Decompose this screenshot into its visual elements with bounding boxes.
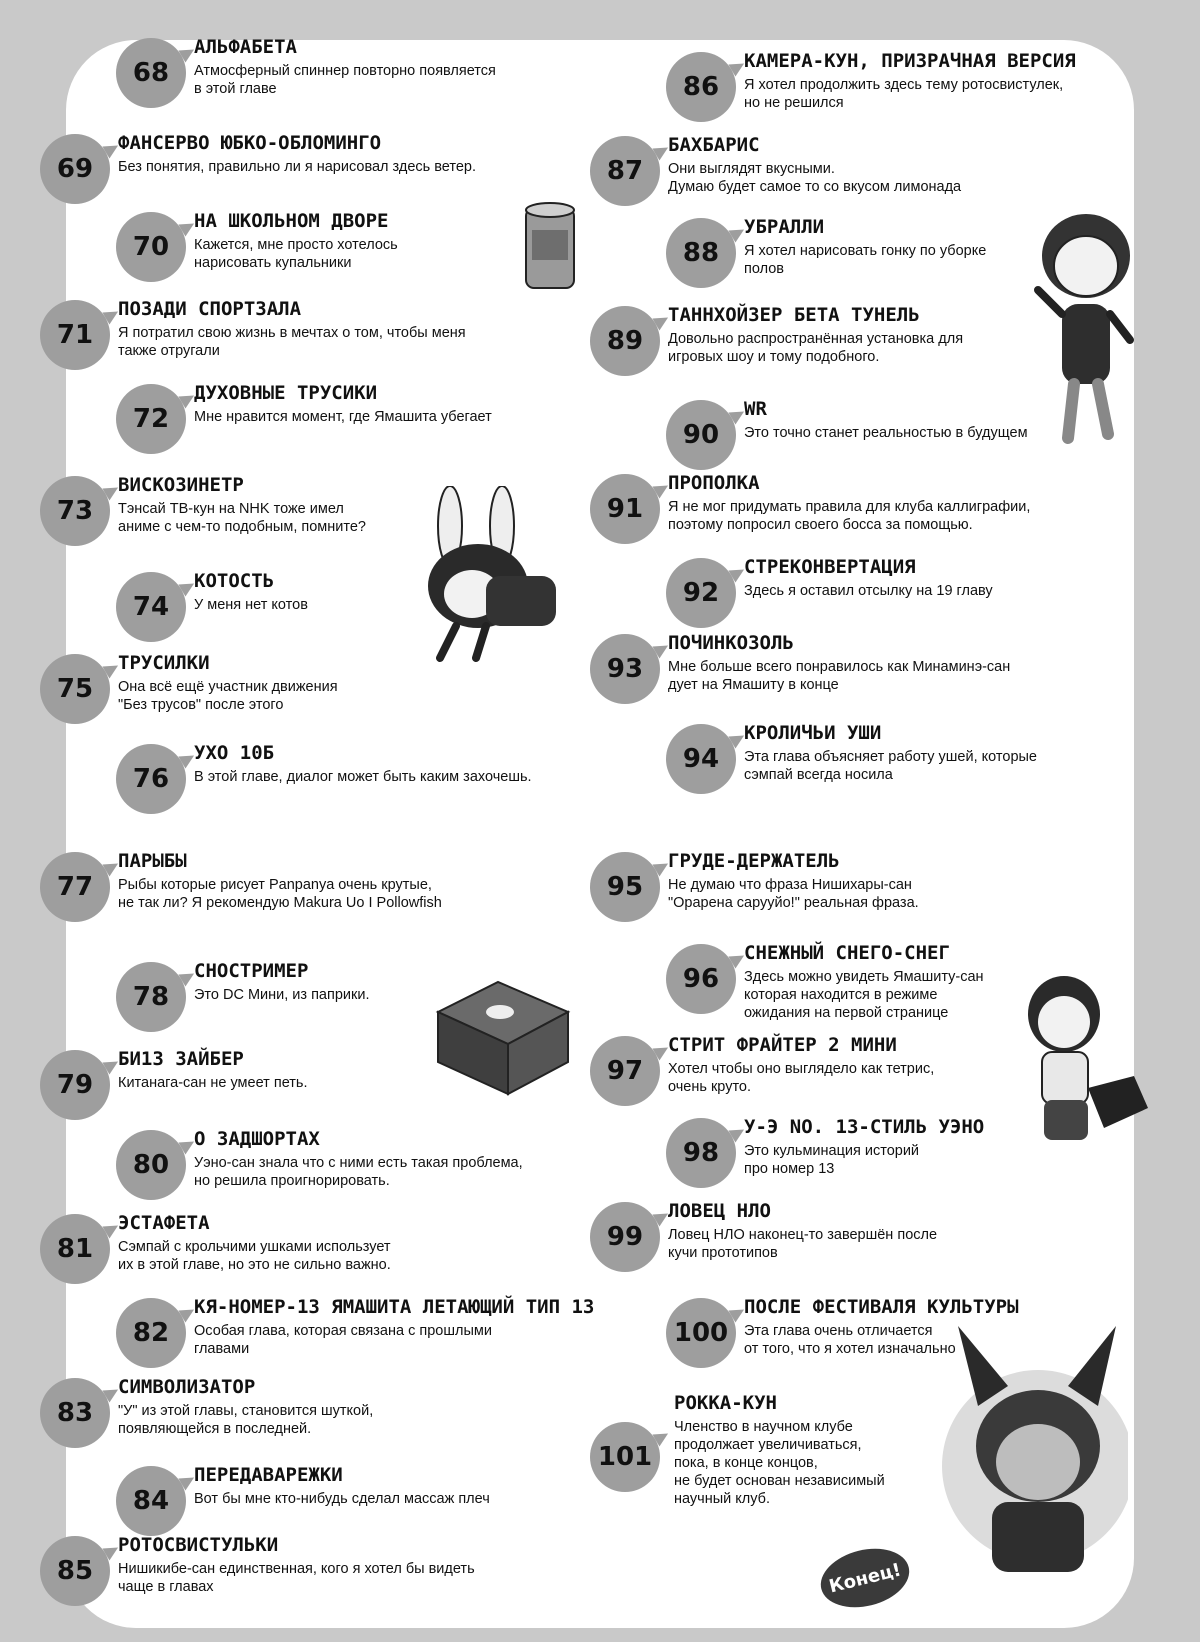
chapter-number: 76 xyxy=(116,744,186,814)
chapter-title: НА ШКОЛЬНОМ ДВОРЕ xyxy=(194,210,389,232)
chapter-number: 78 xyxy=(116,962,186,1032)
chapter-comment: Сэмпай с крольчими ушками использует их в этой главе, но это не сильно важно. xyxy=(118,1239,391,1273)
chapter-comment: Хотел чтобы оно выглядело как тетрис, очень круто. xyxy=(668,1061,935,1095)
chapter-number: 89 xyxy=(590,306,660,376)
chapter-title: ПОСЛЕ ФЕСТИВАЛЯ КУЛЬТУРЫ xyxy=(744,1296,1019,1318)
boy-with-box-illustration xyxy=(1014,968,1154,1168)
chapter-number: 98 xyxy=(666,1118,736,1188)
chapter-number: 81 xyxy=(40,1214,110,1284)
chapter-comment: Это кульминация историй про номер 13 xyxy=(744,1143,920,1177)
chapter-comment: Я хотел нарисовать гонку по уборке полов xyxy=(744,243,987,277)
chapter-title: ПОЧИНКОЗОЛЬ xyxy=(668,632,794,654)
chapter-comment: Это DC Мини, из паприки. xyxy=(194,987,370,1003)
chapter-number: 73 xyxy=(40,476,110,546)
chapter-number: 82 xyxy=(116,1298,186,1368)
chapter-title: БИ13 ЗАЙБЕР xyxy=(118,1048,244,1070)
chapter-number: 68 xyxy=(116,38,186,108)
entry-99 xyxy=(590,1202,1110,1294)
chapter-number: 74 xyxy=(116,572,186,642)
chapter-comment: Это точно станет реальностью в будущем xyxy=(744,425,1028,441)
chapter-title: ВИСКОЗИНЕТР xyxy=(118,474,244,496)
entry-71 xyxy=(40,300,560,392)
chapter-title: ПРОПОЛКА xyxy=(668,472,760,494)
chapter-title: ТАННХОЙЗЕР БЕТА ТУНЕЛЬ xyxy=(668,304,920,326)
entry-76 xyxy=(116,744,636,836)
chapter-number: 93 xyxy=(590,634,660,704)
chapter-comment: Особая глава, которая связана с прошлыми главами xyxy=(194,1323,492,1357)
swimsuit-girl-illustration xyxy=(1026,208,1146,446)
chapter-number: 97 xyxy=(590,1036,660,1106)
chapter-title: БАХБАРИС xyxy=(668,134,760,156)
box-illustration xyxy=(428,972,578,1102)
chapter-number: 88 xyxy=(666,218,736,288)
chapter-comment: Кажется, мне просто хотелось нарисовать купальники xyxy=(194,237,398,271)
entry-68 xyxy=(116,38,636,130)
chapter-number: 91 xyxy=(590,474,660,544)
entry-80 xyxy=(116,1130,636,1222)
chapter-title: ЭСТАФЕТА xyxy=(118,1212,210,1234)
chapter-number: 80 xyxy=(116,1130,186,1200)
chapter-comment: Рыбы которые рисует Panpanya очень крутые, не так ли? Я рекомендую Makura Uo I Pollowfish xyxy=(118,877,442,911)
chapter-title: КАМЕРА-КУН, ПРИЗРАЧНАЯ ВЕРСИЯ xyxy=(744,50,1076,72)
end-speech-bubble: Конец! xyxy=(815,1540,916,1616)
horned-girl-illustration xyxy=(938,1326,1128,1576)
entry-77 xyxy=(40,852,560,944)
chapter-number: 99 xyxy=(590,1202,660,1272)
chapter-title: КРОЛИЧЬИ УШИ xyxy=(744,722,882,744)
chapter-number: 71 xyxy=(40,300,110,370)
chapter-comment: Нишикибе-сан единственная, кого я хотел бы видеть чаще в главах xyxy=(118,1561,475,1595)
chapter-comment: Тэнсай ТВ-кун на NHK тоже имел аниме с чем-то подобным, помните? xyxy=(118,501,366,535)
chapter-comment: Она всё ещё участник движения "Без трусов" после этого xyxy=(118,679,338,713)
chapter-title: УБРАЛЛИ xyxy=(744,216,825,238)
chapter-comment: Без понятия, правильно ли я нарисовал здесь ветер. xyxy=(118,159,476,175)
chapter-title: WR xyxy=(744,398,767,420)
chapter-comment: Вот бы мне кто-нибудь сделал массаж плеч xyxy=(194,1491,490,1507)
chapter-title: ФАНСЕРВО ЮБКО-ОБЛОМИНГО xyxy=(118,132,382,154)
chapter-comment: "У" из этой главы, становится шуткой, появляющейся в последней. xyxy=(118,1403,374,1437)
chapter-title: СНОСТРИМЕР xyxy=(194,960,309,982)
chapter-title: У-Э NO. 13-СТИЛЬ УЭНО xyxy=(744,1116,985,1138)
entry-81 xyxy=(40,1214,560,1306)
chapter-number: 86 xyxy=(666,52,736,122)
bunny-ear-girl-illustration xyxy=(416,486,566,666)
chapter-title: СНЕЖНЫЙ СНЕГО-СНЕГ xyxy=(744,942,950,964)
chapter-comment: Мне больше всего понравилось как Минаминэ-сан дует на Ямашиту в конце xyxy=(668,659,1011,693)
chapter-comment: В этой главе, диалог может быть каким захочешь. xyxy=(194,769,532,785)
chapter-comment: Я не мог придумать правила для клуба каллиграфии, поэтому попросил своего босса за помощью. xyxy=(668,499,1031,533)
chapter-number: 90 xyxy=(666,400,736,470)
chapter-title: О ЗАДШОРТАХ xyxy=(194,1128,320,1150)
can-illustration xyxy=(520,200,580,292)
chapter-number: 96 xyxy=(666,944,736,1014)
chapter-comment: Уэно-сан знала что с ними есть такая проблема, но решила проигнорировать. xyxy=(194,1155,523,1189)
chapter-title: ДУХОВНЫЕ ТРУСИКИ xyxy=(194,382,378,404)
chapter-title: РОККА-КУН xyxy=(674,1392,777,1414)
chapter-title: ГРУДЕ-ДЕРЖАТЕЛЬ xyxy=(668,850,840,872)
entry-95 xyxy=(590,852,1110,944)
chapter-number: 95 xyxy=(590,852,660,922)
chapter-number: 79 xyxy=(40,1050,110,1120)
chapter-comment: Эта глава очень отличается от того, что я хотел изначально xyxy=(744,1323,956,1357)
chapter-title: СТРЕКОНВЕРТАЦИЯ xyxy=(744,556,916,578)
chapter-number: 75 xyxy=(40,654,110,724)
chapter-comment: Я потратил свою жизнь в мечтах о том, чтобы меня также отругали xyxy=(118,325,466,359)
entry-72 xyxy=(116,384,636,476)
chapter-title: ПОЗАДИ СПОРТЗАЛА xyxy=(118,298,302,320)
chapter-comment: Здесь можно увидеть Ямашиту-сан которая находится в режиме ожидания на первой странице xyxy=(744,969,984,1021)
chapter-comment: Здесь я оставил отсылку на 19 главу xyxy=(744,583,993,599)
chapter-number: 87 xyxy=(590,136,660,206)
chapter-comment: Китанага-сан не умеет петь. xyxy=(118,1075,308,1091)
entry-83 xyxy=(40,1378,560,1470)
entry-93 xyxy=(590,634,1110,726)
entry-85 xyxy=(40,1536,560,1628)
chapter-comment: Они выглядят вкусными. Думаю будет самое то со вкусом лимонада xyxy=(668,161,962,195)
chapter-comment: Эта глава объясняет работу ушей, которые сэмпай всегда носила xyxy=(744,749,1037,783)
chapter-comment: Мне нравится момент, где Ямашита убегает xyxy=(194,409,492,425)
entry-94 xyxy=(666,724,1186,816)
chapter-title: КОТОСТЬ xyxy=(194,570,275,592)
chapter-comment: Довольно распространённая установка для игровых шоу и тому подобного. xyxy=(668,331,964,365)
chapter-number: 84 xyxy=(116,1466,186,1536)
chapter-number: 101 xyxy=(590,1422,660,1492)
chapter-title: ПЕРЕДАВАРЕЖКИ xyxy=(194,1464,343,1486)
chapter-comment: У меня нет котов xyxy=(194,597,308,613)
entry-91 xyxy=(590,474,1110,566)
chapter-title: КЯ-НОМЕР-13 ЯМАШИТА ЛЕТАЮЩИЙ ТИП 13 xyxy=(194,1296,595,1318)
chapter-number: 83 xyxy=(40,1378,110,1448)
chapter-title: СТРИТ ФРАЙТЕР 2 МИНИ xyxy=(668,1034,897,1056)
chapter-title: РОТОСВИСТУЛЬКИ xyxy=(118,1534,279,1556)
chapter-number: 92 xyxy=(666,558,736,628)
chapter-title: УХО 10Б xyxy=(194,742,275,764)
chapter-title: ТРУСИЛКИ xyxy=(118,652,210,674)
chapter-number: 85 xyxy=(40,1536,110,1606)
chapter-number: 69 xyxy=(40,134,110,204)
chapter-comment: Я хотел продолжить здесь тему ротосвистулек, но не решился xyxy=(744,77,1064,111)
chapter-comment: Не думаю что фраза Нишихары-сан "Орарена сарууйо!" реальная фраза. xyxy=(668,877,919,911)
entry-86 xyxy=(666,52,1186,144)
entry-75 xyxy=(40,654,560,746)
chapter-title: ЛОВЕЦ НЛО xyxy=(668,1200,771,1222)
chapter-comment: Атмосферный спиннер повторно появляется в этой главе xyxy=(194,63,496,97)
chapter-title: ПАРЫБЫ xyxy=(118,850,187,872)
chapter-title: СИМВОЛИЗАТОР xyxy=(118,1376,256,1398)
chapter-number: 70 xyxy=(116,212,186,282)
chapter-number: 100 xyxy=(666,1298,736,1368)
chapter-comment: Членство в научном клубе продолжает увеличиваться, пока, в конце концов, не будет основан независимый научный клуб. xyxy=(674,1419,885,1507)
chapter-number: 94 xyxy=(666,724,736,794)
chapter-comment: Ловец НЛО наконец-то завершён после кучи прототипов xyxy=(668,1227,938,1261)
chapter-number: 77 xyxy=(40,852,110,922)
chapter-number: 72 xyxy=(116,384,186,454)
chapter-title: АЛЬФАБЕТА xyxy=(194,36,297,58)
